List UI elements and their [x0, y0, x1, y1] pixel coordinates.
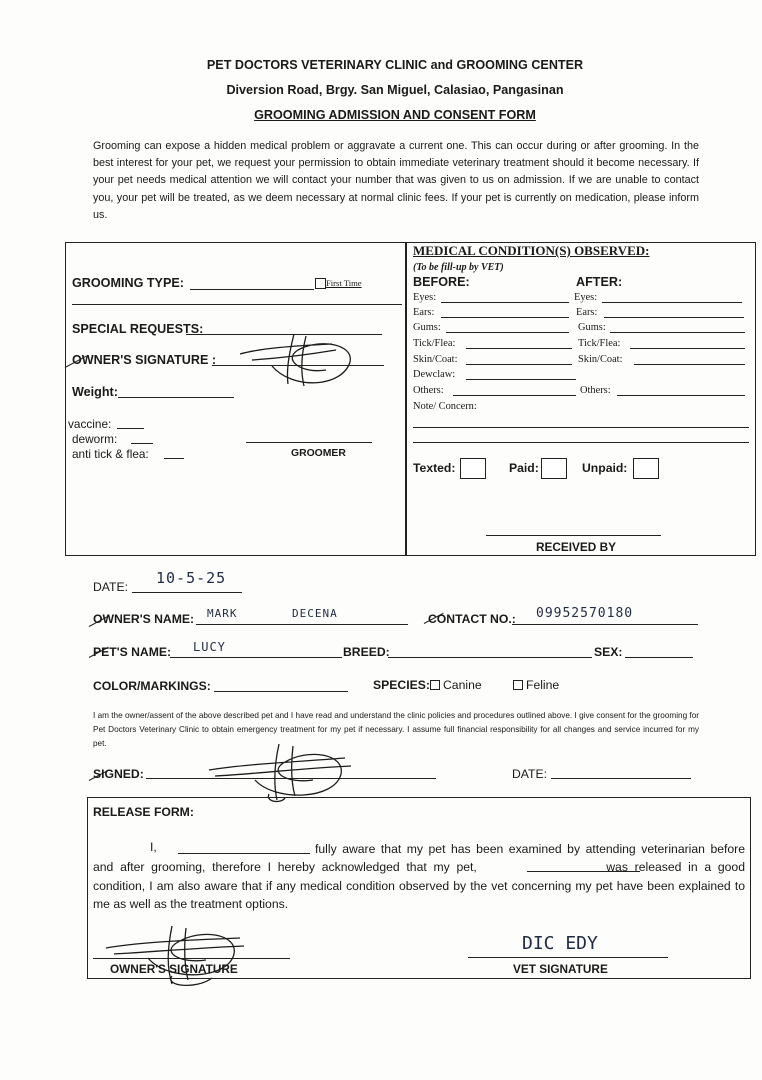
before-others-field[interactable] [453, 395, 576, 396]
sex-label: SEX: [594, 645, 623, 659]
species-canine-option[interactable] [430, 678, 482, 692]
texted-label: Texted: [413, 461, 456, 475]
after-tick-label: Tick/Flea: [578, 338, 621, 349]
after-others-field[interactable] [617, 395, 745, 396]
after-ears-label: Ears: [576, 307, 598, 318]
release-title: RELEASE FORM: [93, 805, 194, 819]
deworm-label: deworm: [72, 432, 118, 446]
note-line-1[interactable] [413, 427, 749, 428]
release-text-part2: fully aware that my pet has been examined by attending veterinarian before and after grooming, therefore I hereby acknowledged that my pet, [93, 842, 745, 875]
owner-signature-mark-1 [232, 330, 362, 390]
note-concern-label: Note/ Concern: [413, 401, 477, 412]
vaccine-label: vaccine: [68, 417, 112, 431]
pet-name-label: PET'S NAME: [93, 645, 172, 659]
owner-first-name: MARK [207, 607, 238, 620]
vet-signature-label: VET SIGNATURE [513, 962, 608, 976]
paid-checkbox[interactable] [541, 458, 567, 479]
groom-owner-signature-label: OWNER'S SIGNATURE : [72, 353, 217, 367]
feline-checkbox[interactable] [513, 680, 523, 690]
clinic-address: Diversion Road, Brgy. San Miguel, Calasiao, Pangasinan [226, 83, 564, 97]
consent-date-label: DATE: [512, 767, 547, 781]
date-label: DATE: [93, 580, 128, 594]
color-markings-field[interactable] [214, 691, 348, 692]
before-gums-label: Gums: [413, 322, 441, 333]
after-label: AFTER: [576, 275, 623, 289]
clinic-name: PET DOCTORS VETERINARY CLINIC and GROOMING CENTER [206, 58, 584, 72]
paid-label: Paid: [509, 461, 539, 475]
vet-signature-field[interactable] [468, 957, 668, 958]
owner-name-label: OWNER'S NAME: [93, 612, 195, 626]
after-gums-field[interactable] [610, 332, 745, 333]
contact-label: CONTACT NO.: [428, 612, 516, 626]
after-skin-label: Skin/Coat: [578, 354, 623, 365]
medical-subtitle: (To be fill-up by VET) [413, 262, 504, 273]
medical-title: MEDICAL CONDITION(S) OBSERVED: [413, 243, 650, 258]
groomer-label: GROOMER [291, 448, 346, 459]
breed-label: BREED: [343, 645, 390, 659]
after-others-label: Others: [580, 385, 611, 396]
received-by-field[interactable] [486, 535, 661, 536]
vet-signature-value: DIC EDY [522, 933, 598, 954]
grooming-type-label: GROOMING TYPE: [72, 276, 184, 290]
deworm-field[interactable] [131, 443, 153, 444]
release-pet-field[interactable] [527, 871, 640, 872]
first-time-label: First Time [326, 278, 362, 288]
before-ears-label: Ears: [413, 307, 435, 318]
sex-field[interactable] [625, 657, 693, 658]
unpaid-label: Unpaid: [582, 461, 628, 475]
pet-name-field[interactable] [170, 657, 342, 658]
before-eyes-field[interactable] [441, 302, 569, 303]
canine-label: Canine [443, 678, 482, 692]
after-gums-label: Gums: [578, 322, 606, 333]
breed-field[interactable] [388, 657, 592, 658]
release-text-1 [93, 840, 745, 913]
groomer-signature-field[interactable] [246, 442, 372, 443]
before-gums-field[interactable] [446, 332, 569, 333]
species-label: SPECIES: [373, 678, 430, 692]
received-by-label: RECEIVED BY [536, 540, 616, 554]
unpaid-checkbox[interactable] [633, 458, 659, 479]
contact-field[interactable] [512, 624, 698, 625]
before-tick-label: Tick/Flea: [413, 338, 456, 349]
first-time-checkbox[interactable] [315, 278, 326, 289]
date-value: 10-5-25 [156, 569, 227, 587]
note-line-2[interactable] [413, 442, 749, 443]
signed-label: SIGNED: [93, 767, 144, 781]
release-text-part3: was released in a good condition, I am also aware that if any medical condition observed by the vet concerning my pet have been explained to me as well as the treatment options. [93, 860, 745, 911]
weight-field[interactable] [118, 397, 234, 398]
anti-tick-label: anti tick & flea: [72, 447, 149, 461]
after-skin-field[interactable] [634, 364, 745, 365]
contact-value: 09952570180 [536, 606, 634, 621]
after-ears-field[interactable] [604, 317, 744, 318]
owner-name-field[interactable] [196, 624, 408, 625]
before-dewclaw-label: Dewclaw: [413, 369, 456, 380]
before-skin-field[interactable] [466, 364, 572, 365]
grooming-type-line-2[interactable] [72, 304, 402, 305]
before-tick-field[interactable] [466, 348, 572, 349]
before-ears-field[interactable] [441, 317, 569, 318]
texted-checkbox[interactable] [460, 458, 486, 479]
pet-name-value: LUCY [193, 640, 226, 654]
after-tick-field[interactable] [630, 348, 745, 349]
before-skin-label: Skin/Coat: [413, 354, 458, 365]
grooming-type-field[interactable] [190, 289, 314, 290]
before-eyes-label: Eyes: [413, 292, 437, 303]
before-label: BEFORE: [413, 275, 470, 289]
consent-date-field[interactable] [551, 778, 691, 779]
color-markings-label: COLOR/MARKINGS: [93, 679, 211, 693]
after-eyes-label: Eyes: [574, 292, 598, 303]
species-feline-option[interactable] [513, 678, 559, 692]
weight-label: Weight: [72, 385, 118, 399]
owner-signature-mark-3 [100, 920, 250, 990]
feline-label: Feline [526, 678, 560, 692]
after-eyes-field[interactable] [602, 302, 742, 303]
before-others-label: Others: [413, 385, 444, 396]
owner-signature-mark-2 [205, 738, 355, 803]
consent-text: I am the owner/assent of the above described pet and I have read and understand the clinic policies and procedures outlined above. I give consent for the grooming for Pet Doctors Veterinary Clinic to obtain emergency treatment for my pet if necessary. I assume full financial responsibility for all changes and service incurred for my pet. [93, 711, 699, 748]
form-title: GROOMING ADMISSION AND CONSENT FORM [254, 108, 536, 122]
intro-paragraph: Grooming can expose a hidden medical problem or aggravate a current one. This can occur during or after grooming. In the best interest for your pet, we request your permission to obtain immediate veterinary treatment should it become necessary. If your pet needs medical attention we will contact your number that was given to us on admission. If we are unable to contact you, your pet will be treated, as we deem necessary at normal clinic fees. If your pet is currently on medication, please inform us. [93, 140, 699, 221]
release-i-label: I, [150, 840, 157, 854]
release-owner-signature-label: OWNER'S SIGNATURE [110, 962, 238, 976]
special-requests-label: SPECIAL REQUESTS: [72, 322, 204, 336]
before-dewclaw-field[interactable] [466, 379, 576, 380]
canine-checkbox[interactable] [430, 680, 440, 690]
panel-divider [405, 243, 407, 555]
anti-tick-field[interactable] [164, 458, 184, 459]
date-field[interactable] [132, 592, 242, 593]
owner-last-name: DECENA [292, 607, 338, 620]
vaccine-field[interactable] [117, 428, 144, 429]
